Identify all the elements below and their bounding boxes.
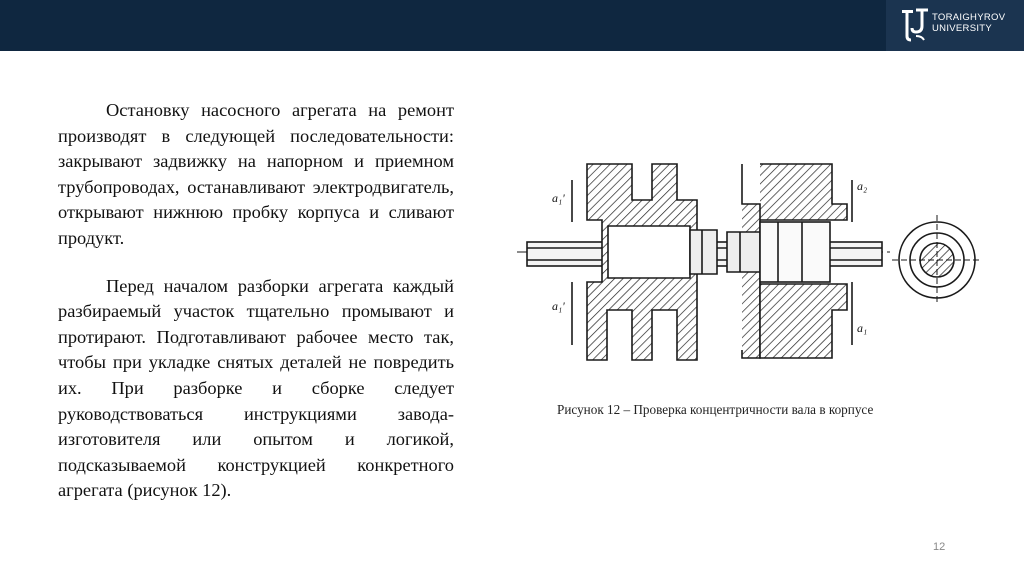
paragraph-1: Остановку насосного агрегата на ремонт производят в следующей последовательности: закрывают задвижку на напорном и приемном трубопроводах, останавливают электродвигатель, открывают нижнюю пробку корпуса и сливают продукт.	[58, 100, 454, 248]
logo-line-1: TORAIGHYROV	[932, 12, 1006, 23]
logo-line-2: UNIVERSITY	[932, 23, 993, 34]
university-logo	[886, 0, 1024, 51]
header-bar	[0, 0, 1024, 51]
label-a1-lower-right: a₁	[857, 321, 868, 335]
logo-text	[932, 12, 1005, 34]
shaft-concentricity-drawing	[512, 160, 992, 370]
page-number: 12	[933, 541, 946, 553]
body-text	[58, 98, 454, 504]
paragraph-2: Перед началом разборки агрегата каждый разбираемый участок тщательно промывают и протирают. Подготавливают рабочее место так, чтобы при укладке снятых деталей не повредить их. При разборке и сборке следует руководствоваться инструкциями завода-изготовителя или опытом и логикой, подсказываемой конструкцией конкретного агрегата (рисунок 12).	[58, 275, 454, 501]
label-a2-upper: a₂	[857, 179, 868, 193]
label-a1-upper: a₁'	[552, 191, 565, 205]
label-a1-lower: a₁'	[552, 299, 565, 313]
university-logo-icon	[898, 6, 932, 44]
figure-caption: Рисунок 12 – Проверка концентричности вала в корпусе	[557, 402, 874, 417]
